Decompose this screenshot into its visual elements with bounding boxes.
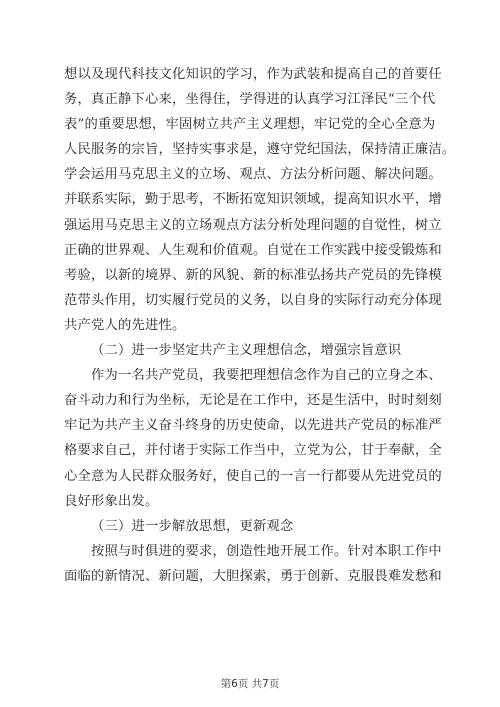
text-line: 共产党人的先进性。 xyxy=(64,317,186,333)
text-line: 作为一名共产党员，我要把理想信念作为自己的立身之本、 xyxy=(91,368,442,384)
text-line: 人民服务的宗旨，坚持实事求是，遵守党纪国法，保持清正廉洁。 xyxy=(64,142,456,158)
text-line: 强运用马克思主义的立场观点方法分析处理问题的自觉性，树立 xyxy=(64,217,442,233)
page-number-footer: 第6页 共7页 xyxy=(220,678,280,690)
text-line: 格要求自己，并付诸于实际工作当中，立党为公，甘于奉献，全 xyxy=(64,443,442,459)
text-line: 奋斗动力和行为坐标，无论是在工作中，还是生活中，时时刻刻 xyxy=(64,393,442,409)
text-line: 面临的新情况、新问题，大胆探索，勇于创新、克服畏难发愁和 xyxy=(64,568,442,584)
section-heading: （二）进一步坚定共产主义理想信念，增强宗旨意识 xyxy=(91,343,402,359)
document-body xyxy=(64,62,456,589)
section-heading: （三）进一步解放思想，更新观念 xyxy=(91,518,294,534)
text-line: 考验，以新的境界、新的风貌、新的标准弘扬共产党员的先锋模 xyxy=(64,267,442,283)
text-line: 务，真正静下心来，坐得住，学得进的认真学习江泽民“三个代 xyxy=(64,92,436,108)
text-line: 牢记为共产主义奋斗终身的历史使命，以先进共产党员的标准严 xyxy=(64,418,442,434)
text-line: 心全意为人民群众服务好，使自己的一言一行都要从先进党员的 xyxy=(64,468,442,484)
text-line: 想以及现代科技文化知识的学习，作为武装和提高自己的首要任 xyxy=(64,67,442,82)
text-line: 按照与时俱进的要求，创造性地开展工作。针对本职工作中 xyxy=(91,543,442,559)
text-line: 学会运用马克思主义的立场、观点、方法分析问题、解决问题。 xyxy=(64,167,442,183)
text-line: 并联系实际，勤于思考，不断拓宽知识领域，提高知识水平，增 xyxy=(64,192,442,208)
text-line: 范带头作用，切实履行党员的义务，以自身的实际行动充分体现 xyxy=(64,292,442,308)
text-line: 良好形象出发。 xyxy=(64,493,159,509)
text-line: 表”的重要思想，牢固树立共产主义理想，牢记党的全心全意为 xyxy=(64,117,436,133)
text-line: 正确的世界观、人生观和价值观。自觉在工作实践中接受锻炼和 xyxy=(64,242,442,258)
